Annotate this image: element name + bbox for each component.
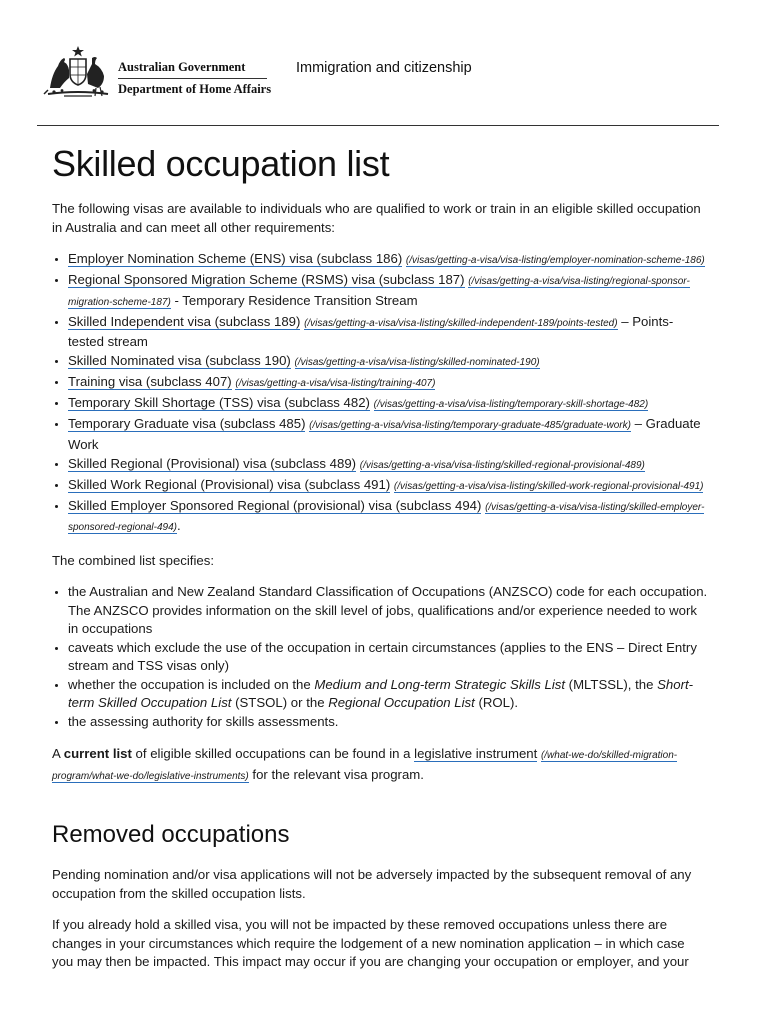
combined-intro: The combined list specifies: — [52, 552, 214, 568]
visa-url[interactable]: (/visas/getting-a-visa/visa-listing/skilled-nominated-190) — [294, 357, 540, 368]
legislative-instrument-url[interactable]: (/what-we-do/skilled-migration-program/what-we-do/legislative-instruments) — [52, 750, 678, 782]
visa-link-190[interactable]: Skilled Nominated visa (subclass 190) — [68, 353, 291, 368]
visa-link-489[interactable]: Skilled Regional (Provisional) visa (subclass 489) — [68, 455, 357, 471]
visa-url[interactable]: (/visas/getting-a-visa/visa-listing/temporary-skill-shortage-482) — [373, 399, 649, 410]
list-item — [68, 271, 708, 312]
mltssl-abbr: (MLTSSL), the — [565, 676, 658, 692]
visa-link-494[interactable]: Skilled Employer Sponsored Regional (provisional) visa (subclass 494) — [68, 497, 482, 513]
current-prefix: A — [52, 746, 64, 761]
list-item — [68, 250, 708, 271]
list-item — [68, 352, 708, 373]
spec-assessing: • the assessing authority for skills assessments. — [68, 713, 708, 732]
visa-url[interactable]: (/visas/getting-a-visa/visa-listing/skilled-independent-189/points-tested) — [304, 317, 618, 329]
visa-url[interactable]: (/visas/getting-a-visa/visa-listing/employer-nomination-scheme-186) — [405, 255, 705, 266]
visa-suffix: – Graduate Work — [68, 416, 701, 452]
removed-paragraph-1: Pending nomination and/or visa applications will not be adversely impacted by the subsequent removal of any occupation from the skilled occupation lists. — [52, 867, 692, 901]
list-item — [68, 313, 708, 352]
legislative-instrument-link[interactable]: legislative instrument — [414, 746, 538, 761]
visa-url[interactable]: (/visas/getting-a-visa/visa-listing/regional-sponsor-migration-scheme-187) — [68, 276, 690, 308]
list-item — [68, 415, 708, 454]
visa-url[interactable]: (/visas/getting-a-visa/visa-listing/skilled-regional-provisional-489) — [359, 459, 645, 471]
logo-divider — [118, 78, 267, 79]
spec-caveats: • caveats which exclude the use of the occupation in certain circumstances (applies to the ENS – Direct Entry stream and TSS visas only) — [68, 639, 708, 676]
department-name: Department of Home Affairs — [118, 82, 272, 96]
visa-suffix: - Temporary Residence Transition Stream — [170, 292, 418, 308]
coat-of-arms-icon — [42, 44, 114, 98]
spec-anzsco: • the Australian and New Zealand Standard Classification of Occupations (ANZSCO) code for each occupation. The ANZSCO provides information on the skill level of jobs, qualifications and/or experience needed to work in occupations — [68, 583, 708, 639]
visa-list — [52, 250, 708, 538]
visa-link-187[interactable]: Regional Sponsored Migration Scheme (RSMS) visa (subclass 187) — [68, 272, 465, 287]
visa-link-189[interactable]: Skilled Independent visa (subclass 189) — [68, 313, 301, 329]
current-middle: of eligible skilled occupations can be found in a — [131, 746, 415, 761]
visa-link-407[interactable]: Training visa (subclass 407) — [68, 374, 232, 389]
stsol-abbr: (STSOL) or the — [231, 695, 329, 710]
government-name: Australian Government — [118, 60, 246, 74]
current-suffix: for the relevant visa program. — [248, 766, 424, 782]
site-header — [0, 0, 768, 127]
page-title: Skilled occupation list — [52, 143, 390, 184]
visa-link-482[interactable]: Temporary Skill Shortage (TSS) visa (subclass 482) — [68, 395, 370, 410]
removed-heading: Removed occupations — [52, 821, 290, 848]
spec-included — [68, 676, 708, 713]
main-content — [52, 141, 708, 985]
current-list-paragraph — [52, 745, 708, 786]
visa-url[interactable]: (/visas/getting-a-visa/visa-listing/skilled-work-regional-provisional-491) — [393, 480, 704, 492]
visa-suffix: . — [176, 518, 181, 533]
spec-list — [52, 583, 708, 731]
intro-paragraph: The following visas are available to individuals who are qualified to work or train in an eligible skilled occupation in Australia and can meet all other requirements: — [52, 201, 701, 235]
list-item — [68, 373, 708, 394]
list-item — [68, 476, 708, 497]
visa-url[interactable]: (/visas/getting-a-visa/visa-listing/training-407) — [235, 378, 436, 389]
visa-link-186[interactable]: Employer Nomination Scheme (ENS) visa (subclass 186) — [68, 251, 403, 266]
list-item — [68, 497, 708, 538]
mltssl-name: Medium and Long-term Strategic Skills List — [314, 676, 566, 692]
header-divider — [37, 125, 719, 126]
visa-suffix: – Points-tested stream — [68, 313, 674, 349]
visa-url[interactable]: (/visas/getting-a-visa/visa-listing/skilled-employer-sponsored-regional-494) — [68, 501, 705, 533]
current-list-bold: current list — [63, 746, 132, 761]
rol-abbr: (ROL). — [474, 695, 519, 710]
portal-name-link[interactable]: Immigration and citizenship — [296, 60, 472, 76]
stsol-name: Short-term Skilled Occupation List — [68, 676, 694, 710]
spec-included-prefix: whether the occupation is included on the — [68, 676, 315, 692]
visa-link-485[interactable]: Temporary Graduate visa (subclass 485) — [68, 416, 306, 431]
list-item — [68, 455, 708, 476]
visa-link-491[interactable]: Skilled Work Regional (Provisional) visa (subclass 491) — [68, 476, 391, 492]
visa-url[interactable]: (/visas/getting-a-visa/visa-listing/temporary-graduate-485/graduate-work) — [309, 420, 631, 431]
list-item — [68, 394, 708, 415]
removed-paragraph-2: If you already hold a skilled visa, you will not be impacted by these removed occupations unless there are changes in your circumstances which require the lodgement of a new nomination application – in which case you may then be impacted. This impact may occur if you are changing your occupation or employer, and your — [52, 917, 689, 969]
rol-name: Regional Occupation List — [328, 695, 475, 710]
